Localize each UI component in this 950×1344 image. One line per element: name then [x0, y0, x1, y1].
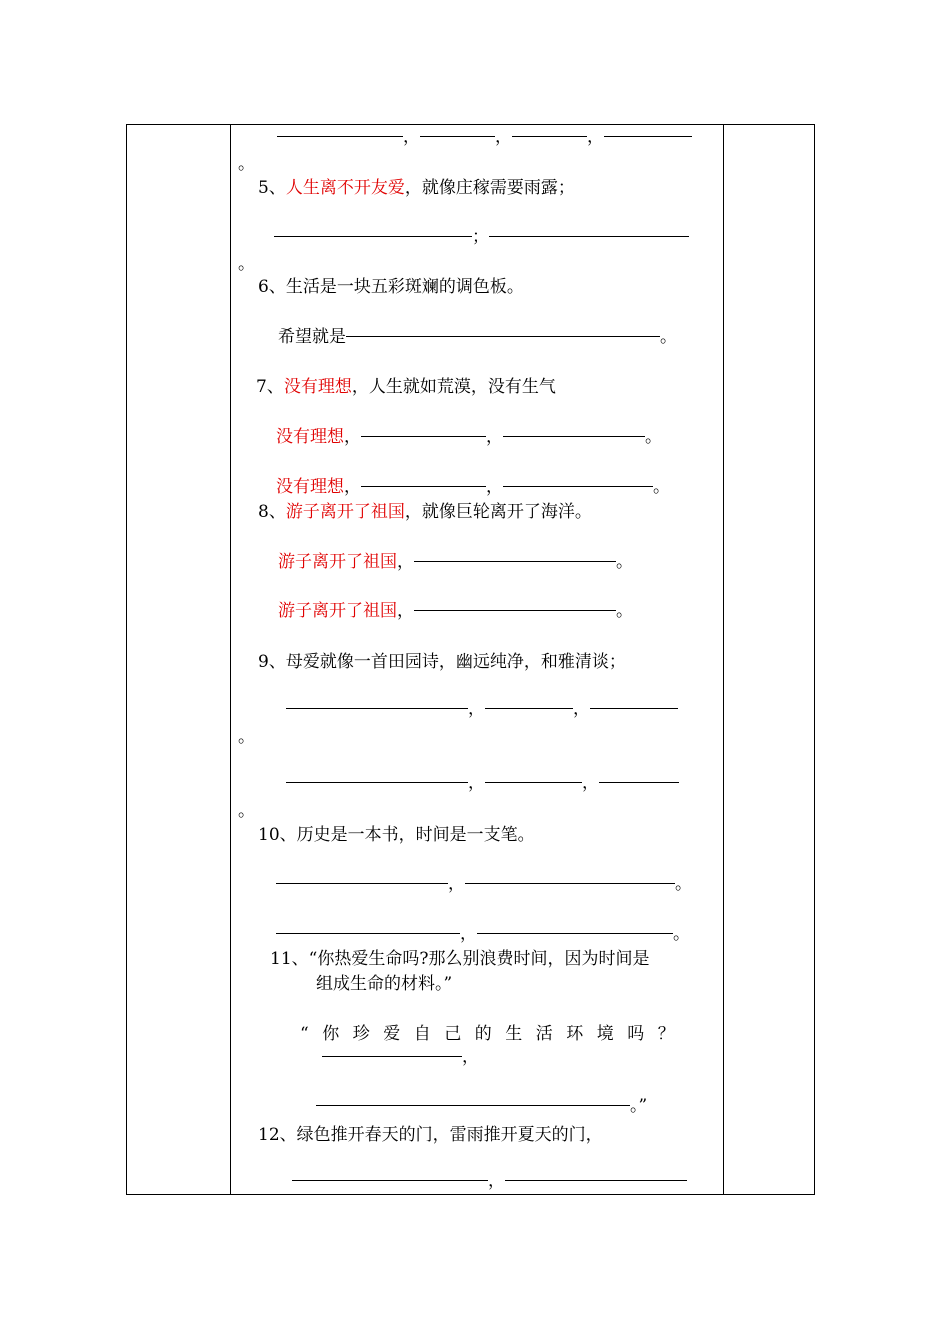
blank[interactable] [503, 486, 653, 487]
answer-12: ， [292, 1170, 687, 1192]
answer-8b: 游子离开了祖国， 。 [278, 601, 633, 621]
blank[interactable] [361, 486, 486, 487]
answer-5: ； [274, 226, 689, 248]
answer-11b: 。” [316, 1095, 647, 1117]
period: 。 [238, 254, 255, 274]
blank[interactable] [489, 236, 689, 237]
blank[interactable] [276, 883, 448, 884]
blank[interactable] [465, 883, 675, 884]
blank[interactable] [322, 1056, 462, 1057]
answer-10a: ， 。 [276, 873, 692, 895]
blank[interactable] [277, 136, 403, 137]
period: 。 [238, 727, 255, 747]
answer-7a: 没有理想， ， 。 [276, 427, 662, 447]
period: 。 [238, 154, 255, 174]
blank[interactable] [276, 933, 460, 934]
question-10: 10、历史是一本书，时间是一支笔。 [258, 825, 535, 845]
answer-9b: ， ， [286, 772, 679, 794]
blank[interactable] [477, 933, 673, 934]
blank[interactable] [316, 1105, 630, 1106]
answer-11a: ， [322, 1046, 479, 1068]
question-5: 5、人生离不开友爱，就像庄稼需要雨露； [258, 178, 575, 198]
blank[interactable] [286, 708, 468, 709]
question-8: 8、游子离开了祖国，就像巨轮离开了海洋。 [258, 502, 592, 522]
blank[interactable] [286, 782, 468, 783]
answer-8a: 游子离开了祖国， 。 [278, 552, 633, 572]
column-divider-right [723, 124, 724, 1195]
question-12: 12、绿色推开春天的门，雷雨推开夏天的门， [258, 1125, 603, 1145]
question-11: 11、“你热爱生命吗?那么别浪费时间，因为时间是 [270, 949, 650, 969]
blank[interactable] [420, 136, 495, 137]
answer-10b: ， 。 [276, 923, 690, 945]
blank[interactable] [485, 782, 582, 783]
blank[interactable] [361, 436, 486, 437]
answer-7b: 没有理想， ， 。 [276, 477, 670, 497]
question-11-line2: 组成生命的材料。” [316, 974, 453, 994]
blank[interactable] [414, 561, 616, 562]
blank[interactable] [604, 136, 692, 137]
blank[interactable] [512, 136, 587, 137]
blank[interactable] [503, 436, 645, 437]
blank[interactable] [485, 708, 573, 709]
blank[interactable] [274, 236, 472, 237]
period: 。 [238, 801, 255, 821]
question-7: 7、没有理想，人生就如荒漠，没有生气 [256, 377, 556, 397]
question-9: 9、母爱就像一首田园诗，幽远纯净，和雅清谈； [258, 652, 626, 672]
answer-11-prompt: “你珍爱自己的生活环境吗？ [300, 1024, 689, 1044]
blank[interactable] [292, 1180, 488, 1181]
question-6: 6、生活是一块五彩斑斓的调色板。 [258, 277, 524, 297]
continuation-blanks: ， ， ， [277, 126, 692, 148]
blank[interactable] [414, 610, 616, 611]
answer-6: 希望就是 。 [278, 327, 677, 347]
blank[interactable] [346, 336, 660, 337]
answer-9a: ， ， [286, 698, 678, 720]
blank[interactable] [599, 782, 679, 783]
blank[interactable] [590, 708, 678, 709]
column-divider-left [230, 124, 231, 1195]
blank[interactable] [505, 1180, 687, 1181]
